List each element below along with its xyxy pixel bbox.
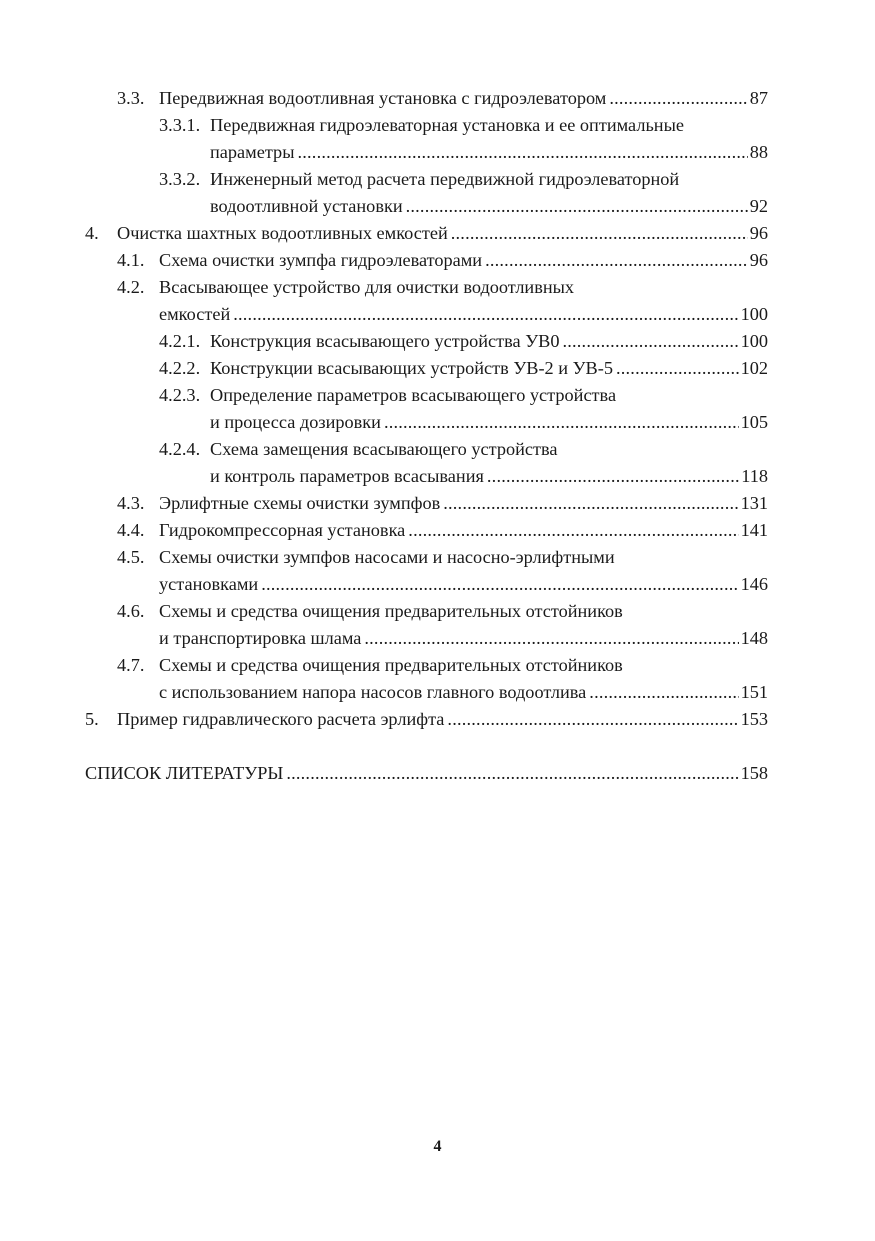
toc-title: Передвижная водоотливная установка с гидроэлеватором — [159, 88, 607, 108]
toc-leader — [233, 301, 738, 328]
toc-entry[interactable] — [85, 328, 768, 355]
toc-entry[interactable] — [85, 382, 768, 409]
toc-entry-continuation[interactable] — [85, 409, 768, 436]
toc-leader — [384, 409, 739, 436]
table-of-contents — [85, 85, 768, 787]
toc-entry[interactable] — [85, 274, 768, 301]
toc-page: 88 — [749, 142, 768, 162]
toc-entry-continuation[interactable] — [85, 139, 768, 166]
toc-page: 100 — [740, 331, 768, 351]
toc-title: Инженерный метод расчета передвижной гидроэлеваторной — [210, 169, 680, 189]
toc-entry[interactable] — [85, 544, 768, 571]
toc-number: 4.2.1. — [159, 331, 201, 351]
toc-title-continuation: и процесса дозировки — [210, 412, 381, 432]
toc-page: 151 — [740, 682, 768, 702]
toc-number: 4.5. — [117, 547, 145, 567]
toc-entry-continuation[interactable] — [85, 463, 768, 490]
toc-page: 131 — [740, 493, 768, 513]
toc-number: 4.7. — [117, 655, 145, 675]
toc-number: 4.2.2. — [159, 358, 201, 378]
toc-leader — [616, 355, 739, 382]
toc-entry-references[interactable] — [85, 760, 768, 787]
toc-title: Схема очистки зумпфа гидроэлеваторами — [159, 250, 483, 270]
toc-title: Пример гидравлического расчета эрлифта — [117, 709, 445, 729]
toc-title: СПИСОК ЛИТЕРАТУРЫ — [85, 763, 284, 783]
toc-title-continuation: параметры — [210, 142, 295, 162]
toc-title: Конструкции всасывающих устройств УВ-2 и УВ-5 — [210, 358, 613, 378]
toc-number: 4.6. — [117, 601, 145, 621]
toc-number: 4.2.4. — [159, 439, 201, 459]
toc-entry[interactable] — [85, 652, 768, 679]
toc-leader — [562, 328, 738, 355]
toc-number: 5. — [85, 709, 99, 729]
toc-leader — [447, 706, 738, 733]
toc-page: 146 — [740, 574, 768, 594]
toc-title: Всасывающее устройство для очистки водоотливных — [159, 277, 575, 297]
toc-number: 3.3.1. — [159, 115, 201, 135]
toc-page: 100 — [740, 304, 768, 324]
toc-spacer — [85, 733, 768, 760]
toc-entry[interactable] — [85, 355, 768, 382]
toc-entry-continuation[interactable] — [85, 301, 768, 328]
toc-number: 4.3. — [117, 493, 145, 513]
toc-page: 118 — [741, 466, 768, 486]
toc-page: 96 — [749, 250, 768, 270]
toc-number: 4.2. — [117, 277, 145, 297]
toc-title-continuation: и транспортировка шлама — [159, 628, 362, 648]
toc-entry[interactable] — [85, 598, 768, 625]
toc-title: Определение параметров всасывающего устройства — [210, 385, 617, 405]
toc-page: 148 — [740, 628, 768, 648]
toc-leader — [297, 139, 747, 166]
toc-title-continuation: с использованием напора насосов главного водоотлива — [159, 682, 587, 702]
toc-leader — [443, 490, 738, 517]
page-number: 4 — [433, 1138, 442, 1155]
toc-leader — [451, 220, 748, 247]
toc-number: 3.3.2. — [159, 169, 201, 189]
toc-page: 102 — [740, 358, 768, 378]
toc-number: 4. — [85, 223, 99, 243]
toc-entry[interactable] — [85, 166, 768, 193]
toc-entry-continuation[interactable] — [85, 679, 768, 706]
toc-entry[interactable] — [85, 112, 768, 139]
toc-title: Гидрокомпрессорная установка — [159, 520, 406, 540]
toc-title: Схемы и средства очищения предварительных отстойников — [159, 601, 623, 621]
toc-leader — [589, 679, 738, 706]
toc-entry-continuation[interactable] — [85, 193, 768, 220]
toc-title: Схема замещения всасывающего устройства — [210, 439, 558, 459]
toc-title-continuation: водоотливной установки — [210, 196, 403, 216]
toc-leader — [286, 760, 738, 787]
toc-number: 3.3. — [117, 88, 145, 108]
toc-page: 158 — [740, 763, 768, 783]
toc-entry[interactable] — [85, 247, 768, 274]
toc-leader — [408, 517, 738, 544]
toc-page: 141 — [740, 520, 768, 540]
toc-page: 92 — [749, 196, 768, 216]
toc-title-continuation: емкостей — [159, 304, 231, 324]
toc-entry[interactable] — [85, 436, 768, 463]
toc-number: 4.2.3. — [159, 385, 201, 405]
toc-leader — [609, 85, 747, 112]
toc-leader — [406, 193, 748, 220]
toc-title-continuation: и контроль параметров всасывания — [210, 466, 484, 486]
toc-title: Передвижная гидроэлеваторная установка и ее оптимальные — [210, 115, 684, 135]
toc-entry[interactable] — [85, 706, 768, 733]
toc-title-continuation: установками — [159, 574, 259, 594]
toc-number: 4.4. — [117, 520, 145, 540]
toc-title: Очистка шахтных водоотливных емкостей — [117, 223, 448, 243]
toc-leader — [364, 625, 738, 652]
toc-leader — [487, 463, 739, 490]
toc-leader — [261, 571, 738, 598]
toc-leader — [485, 247, 748, 274]
toc-entry[interactable] — [85, 85, 768, 112]
toc-title: Схемы и средства очищения предварительных отстойников — [159, 655, 623, 675]
toc-page: 87 — [749, 88, 768, 108]
toc-entry[interactable] — [85, 220, 768, 247]
toc-entry-continuation[interactable] — [85, 571, 768, 598]
toc-title: Конструкция всасывающего устройства УВ0 — [210, 331, 560, 351]
toc-title: Схемы очистки зумпфов насосами и насосно-эрлифтными — [159, 547, 615, 567]
toc-entry-continuation[interactable] — [85, 625, 768, 652]
toc-page: 96 — [749, 223, 768, 243]
toc-number: 4.1. — [117, 250, 145, 270]
toc-page: 105 — [740, 412, 768, 432]
toc-page: 153 — [740, 709, 768, 729]
toc-entry[interactable] — [85, 490, 768, 517]
toc-entry[interactable] — [85, 517, 768, 544]
toc-title: Эрлифтные схемы очистки зумпфов — [159, 493, 441, 513]
